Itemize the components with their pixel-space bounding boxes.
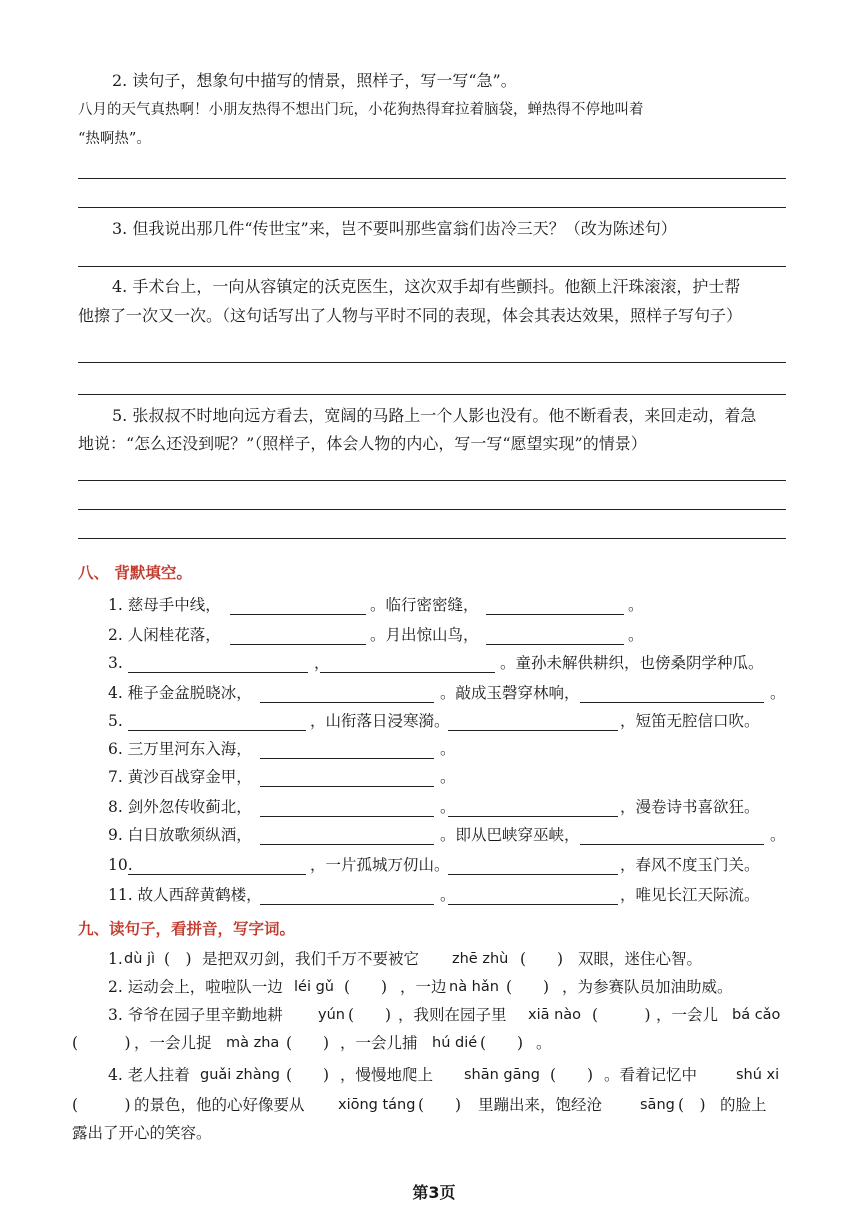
fill-blank[interactable] [486, 596, 624, 615]
text: 的景色，他的心好像要从 [134, 1096, 305, 1114]
answer-box[interactable]: ( ) [72, 1096, 131, 1114]
fill-blank[interactable] [448, 798, 618, 817]
answer-box[interactable]: ( ) [72, 1034, 131, 1052]
recite-text: 。即从巴峡穿巫峡， [440, 826, 580, 844]
fill-blank[interactable] [230, 596, 366, 615]
answer-box[interactable]: ( ) [348, 1006, 392, 1024]
fill-blank[interactable] [448, 712, 618, 731]
fill-blank[interactable] [260, 684, 434, 703]
q4-line2: 他擦了一次又一次。（这句话写出了人物与平时不同的表现，体会其表达效果，照样子写句子） [78, 306, 743, 325]
fill-blank[interactable] [448, 856, 618, 875]
q3-prompt: 3. 但我说出那几件“传世宝”来，岂不要叫那些富翁们齿冷三天？（改为陈述句） [112, 219, 677, 238]
q5-answer-line-1[interactable] [78, 480, 786, 481]
text: ，一会儿捕 [340, 1034, 418, 1052]
text: 1. [108, 950, 123, 968]
recite-text: 。 [440, 740, 456, 758]
section9-title: 九、读句子，看拼音，写字词。 [78, 920, 296, 938]
recite-text: 。 [440, 798, 456, 816]
q2-sample-line1: 八月的天气真热啊！小朋友热得不想出门玩，小花狗热得耷拉着脑袋，蝉热得不停地叫着 [78, 102, 644, 118]
recite-text: 。月出惊山鸟， [370, 626, 479, 644]
fill-blank[interactable] [448, 886, 618, 905]
recite-text: 。 [770, 826, 786, 844]
text: ，一会儿 [656, 1006, 719, 1024]
pinyin: xiā nào [528, 1007, 582, 1023]
q5-answer-line-3[interactable] [78, 538, 786, 539]
answer-box[interactable]: ( ) [506, 978, 550, 996]
fill-blank[interactable] [260, 740, 434, 759]
pinyin: xiōng táng [338, 1097, 416, 1113]
answer-box[interactable]: ( ) [418, 1096, 462, 1114]
fill-blank[interactable] [486, 626, 624, 645]
recite-text: 11. 故人西辞黄鹤楼， [108, 886, 262, 904]
recite-text: 1. 慈母手中线， [108, 596, 221, 614]
pinyin: zhē zhù [452, 951, 509, 967]
text: ，为参赛队员加油助威。 [562, 978, 733, 996]
answer-box[interactable]: ( ) [520, 950, 564, 968]
text: 3. 爷爷在园子里辛勤地耕 [108, 1006, 283, 1024]
text: 。 [536, 1034, 552, 1052]
recite-text: ， [314, 654, 330, 672]
pinyin: nà hǎn [449, 979, 499, 995]
pinyin: shān gāng [464, 1067, 540, 1083]
pinyin: dù jì [124, 951, 156, 967]
answer-box[interactable]: ( ) [678, 1096, 706, 1114]
q5-line2: 地说：“怎么还没到呢？”（照样子，体会人物的内心，写一写“愿望实现”的情景） [78, 434, 647, 453]
text: 的脸上 [720, 1096, 767, 1114]
pinyin: sāng [640, 1097, 675, 1113]
recite-text: 6. 三万里河东入海， [108, 740, 252, 758]
text: ，慢慢地爬上 [340, 1066, 434, 1084]
answer-box[interactable]: ( ) [550, 1066, 594, 1084]
fill-blank[interactable] [580, 826, 764, 845]
fill-blank[interactable] [128, 856, 306, 875]
answer-box[interactable]: ( ) [286, 1034, 330, 1052]
pinyin: mà zha [226, 1035, 280, 1051]
answer-box[interactable]: ( ) [592, 1006, 651, 1024]
recite-text: 5. [108, 712, 123, 730]
text: 里蹦出来，饱经沧 [478, 1096, 603, 1114]
answer-box[interactable]: ( ) [344, 978, 388, 996]
answer-box[interactable]: ( ) [164, 950, 192, 968]
q3-answer-line[interactable] [78, 266, 786, 267]
fill-blank[interactable] [128, 654, 308, 673]
fill-blank[interactable] [260, 798, 434, 817]
answer-box[interactable]: ( ) [480, 1034, 524, 1052]
pinyin: bá cǎo [732, 1007, 781, 1023]
recite-text: 3. [108, 654, 123, 672]
q4-answer-line-2[interactable] [78, 394, 786, 395]
recite-text: ，一片孤城万仞山。 [310, 856, 450, 874]
page-number: 第3页 [412, 1183, 456, 1202]
recite-text: 4. 稚子金盆脱晓冰， [108, 684, 252, 702]
text: ，一会儿捉 [134, 1034, 212, 1052]
text: 是把双刃剑，我们千万不要被它 [202, 950, 420, 968]
fill-blank[interactable] [580, 684, 764, 703]
pinyin: guǎi zhàng [200, 1067, 280, 1083]
recite-text: ，山衔落日浸寒漪。 [310, 712, 450, 730]
recite-text: 10. [108, 856, 133, 874]
pinyin: hú dié [432, 1035, 478, 1051]
section8-title: 八、 背默填空。 [78, 564, 192, 582]
text: 双眼，迷住心智。 [578, 950, 703, 968]
text: 露出了开心的笑容。 [72, 1124, 212, 1142]
q5-answer-line-2[interactable] [78, 509, 786, 510]
recite-text: 。 [440, 886, 456, 904]
recite-text: 。童孙未解供耕织，也傍桑阴学种瓜。 [500, 654, 764, 672]
recite-text: ，漫卷诗书喜欲狂。 [620, 798, 760, 816]
recite-text: 。 [628, 596, 644, 614]
recite-text: 9. 白日放歌须纵酒， [108, 826, 252, 844]
pinyin: shú xi [736, 1067, 780, 1083]
recite-text: ，唯见长江天际流。 [620, 886, 760, 904]
recite-text: 2. 人闲桂花落， [108, 626, 221, 644]
recite-text: 。 [440, 768, 456, 786]
text: 4. 老人拄着 [108, 1066, 190, 1084]
q4-line1: 4. 手术台上，一向从容镇定的沃克医生，这次双手却有些颤抖。他额上汗珠滚滚，护士帮 [112, 277, 741, 296]
text: 2. 运动会上，啦啦队一边 [108, 978, 283, 996]
fill-blank[interactable] [260, 826, 434, 845]
q4-answer-line-1[interactable] [78, 362, 786, 363]
recite-text: 8. 剑外忽传收蓟北， [108, 798, 252, 816]
q2-answer-line-1[interactable] [78, 178, 786, 179]
text: 。看着记忆中 [604, 1066, 698, 1084]
recite-text: ，春风不度玉门关。 [620, 856, 760, 874]
recite-text: 。敲成玉磬穿林响， [440, 684, 580, 702]
q2-sample-line2: “热啊热”。 [78, 131, 151, 147]
fill-blank[interactable] [128, 712, 306, 731]
fill-blank[interactable] [260, 886, 434, 905]
pinyin: léi gǔ [294, 979, 334, 995]
recite-text: ，短笛无腔信口吹。 [620, 712, 760, 730]
pinyin: yún [318, 1007, 345, 1023]
fill-blank[interactable] [230, 626, 366, 645]
answer-box[interactable]: ( ) [286, 1066, 330, 1084]
fill-blank[interactable] [260, 768, 434, 787]
text: ，一边 [400, 978, 447, 996]
q5-line1: 5. 张叔叔不时地向远方看去，宽阔的马路上一个人影也没有。他不断看表，来回走动，着急 [112, 406, 757, 425]
recite-text: 7. 黄沙百战穿金甲， [108, 768, 252, 786]
fill-blank[interactable] [320, 654, 495, 673]
recite-text: 。 [770, 684, 786, 702]
text: ，我则在园子里 [398, 1006, 507, 1024]
q2-answer-line-2[interactable] [78, 207, 786, 208]
q2-prompt: 2. 读句子，想象句中描写的情景，照样子，写一写“急”。 [112, 71, 517, 90]
recite-text: 。 [628, 626, 644, 644]
recite-text: 。临行密密缝， [370, 596, 479, 614]
